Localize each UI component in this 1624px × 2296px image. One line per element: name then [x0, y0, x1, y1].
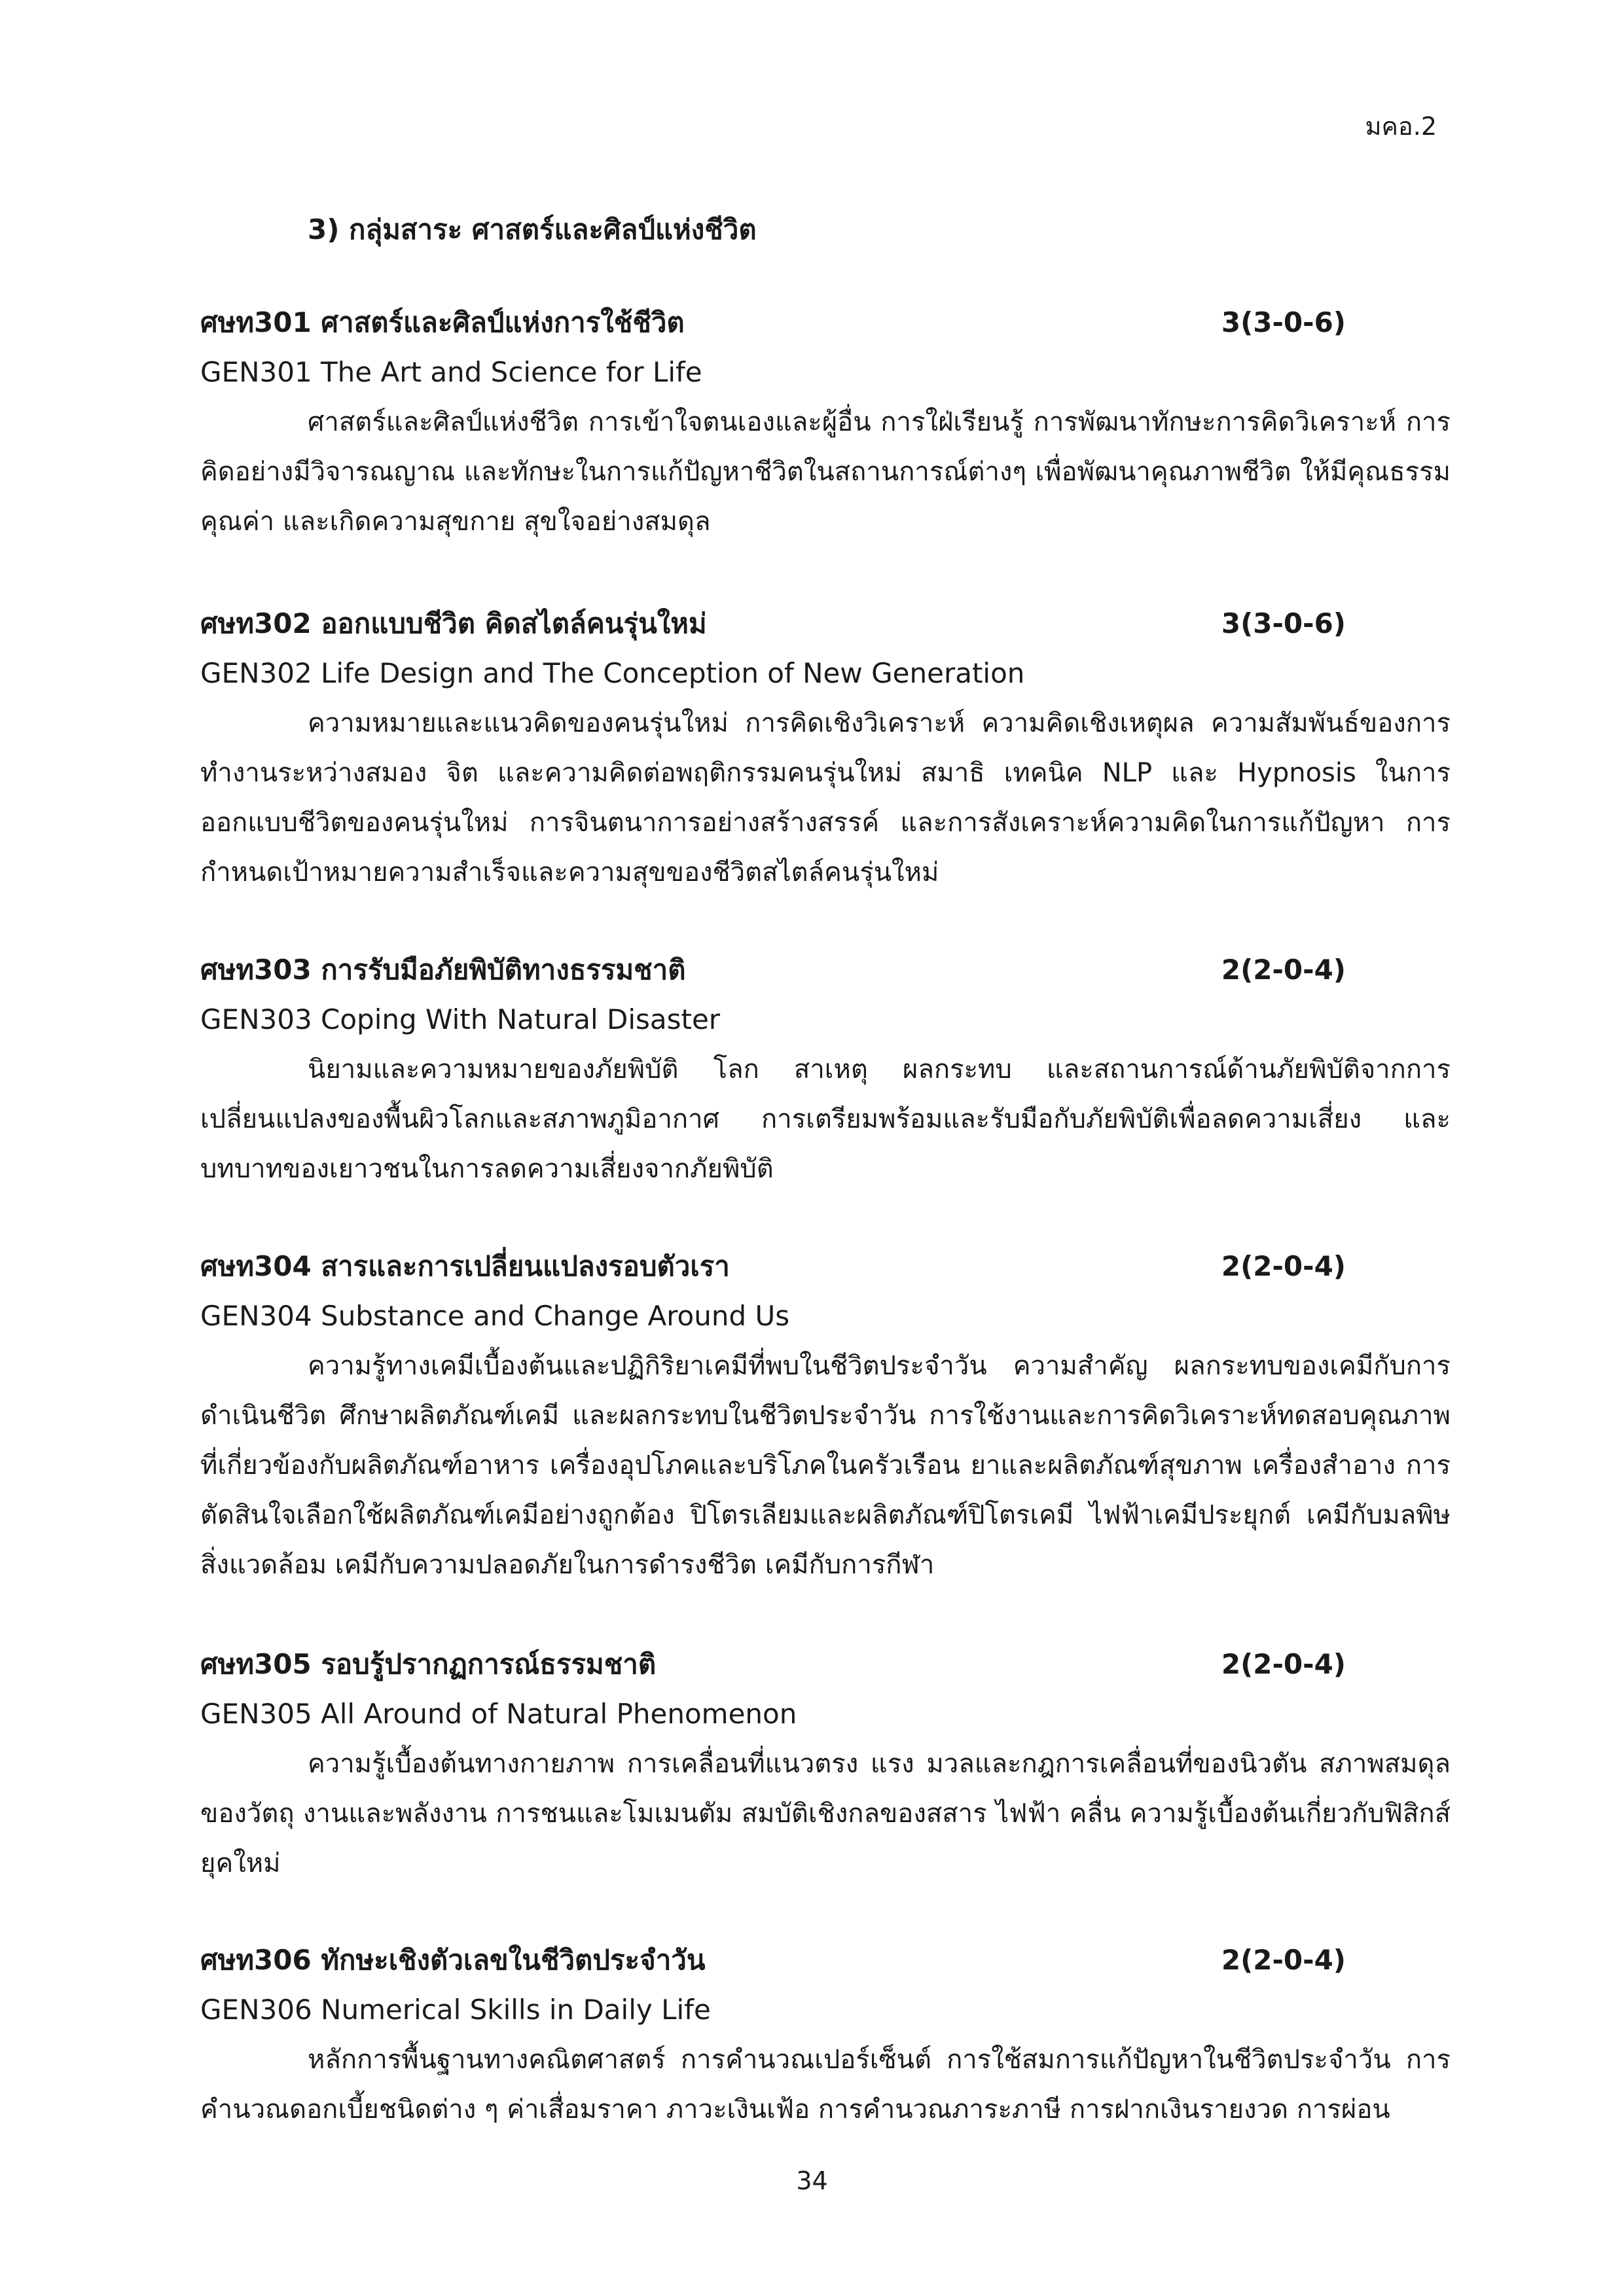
course-code-en: GEN302	[200, 657, 312, 689]
course-title-th	[200, 1640, 1451, 1689]
course-title-en	[200, 1689, 1451, 1739]
course-name-th: รอบรู้ปรากฏการณ์ธรรมชาติ	[321, 1648, 657, 1680]
course-name-en: All Around of Natural Phenomenon	[321, 1698, 797, 1730]
course-credits: 2(2-0-4)	[1221, 1944, 1346, 1976]
course-code-th: ศษท306	[200, 1944, 312, 1976]
course-title-en	[200, 1985, 1451, 2035]
course-name-en: Numerical Skills in Daily Life	[321, 1994, 711, 2026]
course-name-th: ออกแบบชีวิต คิดสไตล์คนรุ่นใหม่	[321, 607, 707, 639]
course-block	[200, 599, 1451, 897]
course-name-en: Substance and Change Around Us	[321, 1300, 790, 1332]
course-name-th: สารและการเปลี่ยนแปลงรอบตัวเรา	[321, 1250, 730, 1282]
course-name-en: Coping With Natural Disaster	[321, 1003, 721, 1035]
course-code-en: GEN303	[200, 1003, 312, 1035]
course-credits: 3(3-0-6)	[1221, 306, 1346, 338]
course-code-en: GEN305	[200, 1698, 312, 1730]
course-title-th	[200, 599, 1451, 649]
course-block	[200, 298, 1451, 547]
course-description: ความหมายและแนวคิดของคนรุ่นใหม่ การคิดเชิงวิเคราะห์ ความคิดเชิงเหตุผล ความสัมพันธ์ของการทำงานระหว่างสมอง จิต และความคิดต่อพฤติกรรมคนรุ่นใหม่ สมาธิ เทคนิค NLP และ Hypnosis ในการออกแบบชีวิตของคนรุ่นใหม่ การจินตนาการอย่างสร้างสรรค์ และการสังเคราะห์ความคิดในการแก้ปัญหา การกำหนดเป้าหมายความสำเร็จและความสุขของชีวิตสไตล์คนรุ่นใหม่	[200, 708, 1451, 888]
course-code-th: ศษท303	[200, 954, 312, 986]
course-description: ศาสตร์และศิลป์แห่งชีวิต การเข้าใจตนเองและผู้อื่น การใฝ่เรียนรู้ การพัฒนาทักษะการคิดวิเคราะห์ การคิดอย่างมีวิจารณญาณ และทักษะในการแก้ปัญหาชีวิตในสถานการณ์ต่างๆ เพื่อพัฒนาคุณภาพชีวิต ให้มีคุณธรรม คุณค่า และเกิดความสุขกาย สุขใจอย่างสมดุล	[200, 407, 1451, 537]
course-code-en: GEN304	[200, 1300, 312, 1332]
course-credits: 3(3-0-6)	[1221, 607, 1346, 639]
course-code-th: ศษท304	[200, 1250, 312, 1282]
document-code: มคอ.2	[1365, 112, 1437, 141]
course-name-th: การรับมือภัยพิบัติทางธรรมชาติ	[321, 954, 686, 986]
page-number: 34	[796, 2166, 828, 2195]
course-description: หลักการพื้นฐานทางคณิตศาสตร์ การคำนวณเปอร์เซ็นต์ การใช้สมการแก้ปัญหาในชีวิตประจำวัน การคำนวณดอกเบี้ยชนิดต่าง ๆ ค่าเสื่อมราคา ภาวะเงินเฟ้อ การคำนวณภาระภาษี การฝากเงินรายงวด การผ่อน	[200, 2045, 1451, 2125]
course-code-th: ศษท301	[200, 306, 312, 338]
course-block	[200, 1935, 1451, 2134]
course-description: ความรู้ทางเคมีเบื้องต้นและปฏิกิริยาเคมีที่พบในชีวิตประจำวัน ความสำคัญ ผลกระทบของเคมีกับการดำเนินชีวิต ศึกษาผลิตภัณฑ์เคมี และผลกระทบในชีวิตประจำวัน การใช้งานและการคิดวิเคราะห์ทดสอบคุณภาพที่เกี่ยวข้องกับผลิตภัณฑ์อาหาร เครื่องอุปโภคและบริโภคในครัวเรือน ยาและผลิตภัณฑ์สุขภาพ เครื่องสำอาง การตัดสินใจเลือกใช้ผลิตภัณฑ์เคมีอย่างถูกต้อง ปิโตรเลียมและผลิตภัณฑ์ปิโตรเคมี ไฟฟ้าเคมีประยุกต์ เคมีกับมลพิษสิ่งแวดล้อม เคมีกับความปลอดภัยในการดำรงชีวิต เคมีกับการกีฬา	[200, 1351, 1451, 1580]
course-credits: 2(2-0-4)	[1221, 1250, 1346, 1282]
course-code-en: GEN301	[200, 356, 312, 388]
course-name-th: ทักษะเชิงตัวเลขในชีวิตประจำวัน	[321, 1944, 706, 1976]
course-title-th	[200, 298, 1451, 348]
section-title: 3) กลุ่มสาระ ศาสตร์และศิลป์แห่งชีวิต	[308, 213, 757, 245]
course-block	[200, 1242, 1451, 1590]
course-title-en	[200, 348, 1451, 397]
course-title-en	[200, 649, 1451, 698]
course-title-th	[200, 1935, 1451, 1985]
course-description: นิยามและความหมายของภัยพิบัติ โลก สาเหตุ ผลกระทบ และสถานการณ์ด้านภัยพิบัติจากการเปลี่ยนแปลงของพื้นผิวโลกและสภาพภูมิอากาศ การเตรียมพร้อมและรับมือกับภัยพิบัติเพื่อลดความเสี่ยง และบทบาทของเยาวชนในการลดความเสี่ยงจากภัยพิบัติ	[200, 1054, 1451, 1184]
course-name-th: ศาสตร์และศิลป์แห่งการใช้ชีวิต	[321, 306, 685, 338]
course-credits: 2(2-0-4)	[1221, 1648, 1346, 1680]
course-block	[200, 1640, 1451, 1888]
course-description: ความรู้เบื้องต้นทางกายภาพ การเคลื่อนที่แนวตรง แรง มวลและกฎการเคลื่อนที่ของนิวตัน สภาพสมดุลของวัตถุ งานและพลังงาน การชนและโมเมนตัม สมบัติเชิงกลของสสาร ไฟฟ้า คลื่น ความรู้เบื้องต้นเกี่ยวกับฟิสิกส์ยุคใหม่	[200, 1749, 1451, 1878]
course-name-en: Life Design and The Conception of New Generation	[321, 657, 1025, 689]
course-code-en: GEN306	[200, 1994, 312, 2026]
course-title-th	[200, 945, 1451, 995]
course-code-th: ศษท302	[200, 607, 312, 639]
course-code-th: ศษท305	[200, 1648, 312, 1680]
course-title-th	[200, 1242, 1451, 1291]
course-name-en: The Art and Science for Life	[321, 356, 702, 388]
course-block	[200, 945, 1451, 1194]
course-title-en	[200, 1291, 1451, 1341]
course-credits: 2(2-0-4)	[1221, 954, 1346, 986]
course-title-en	[200, 995, 1451, 1045]
